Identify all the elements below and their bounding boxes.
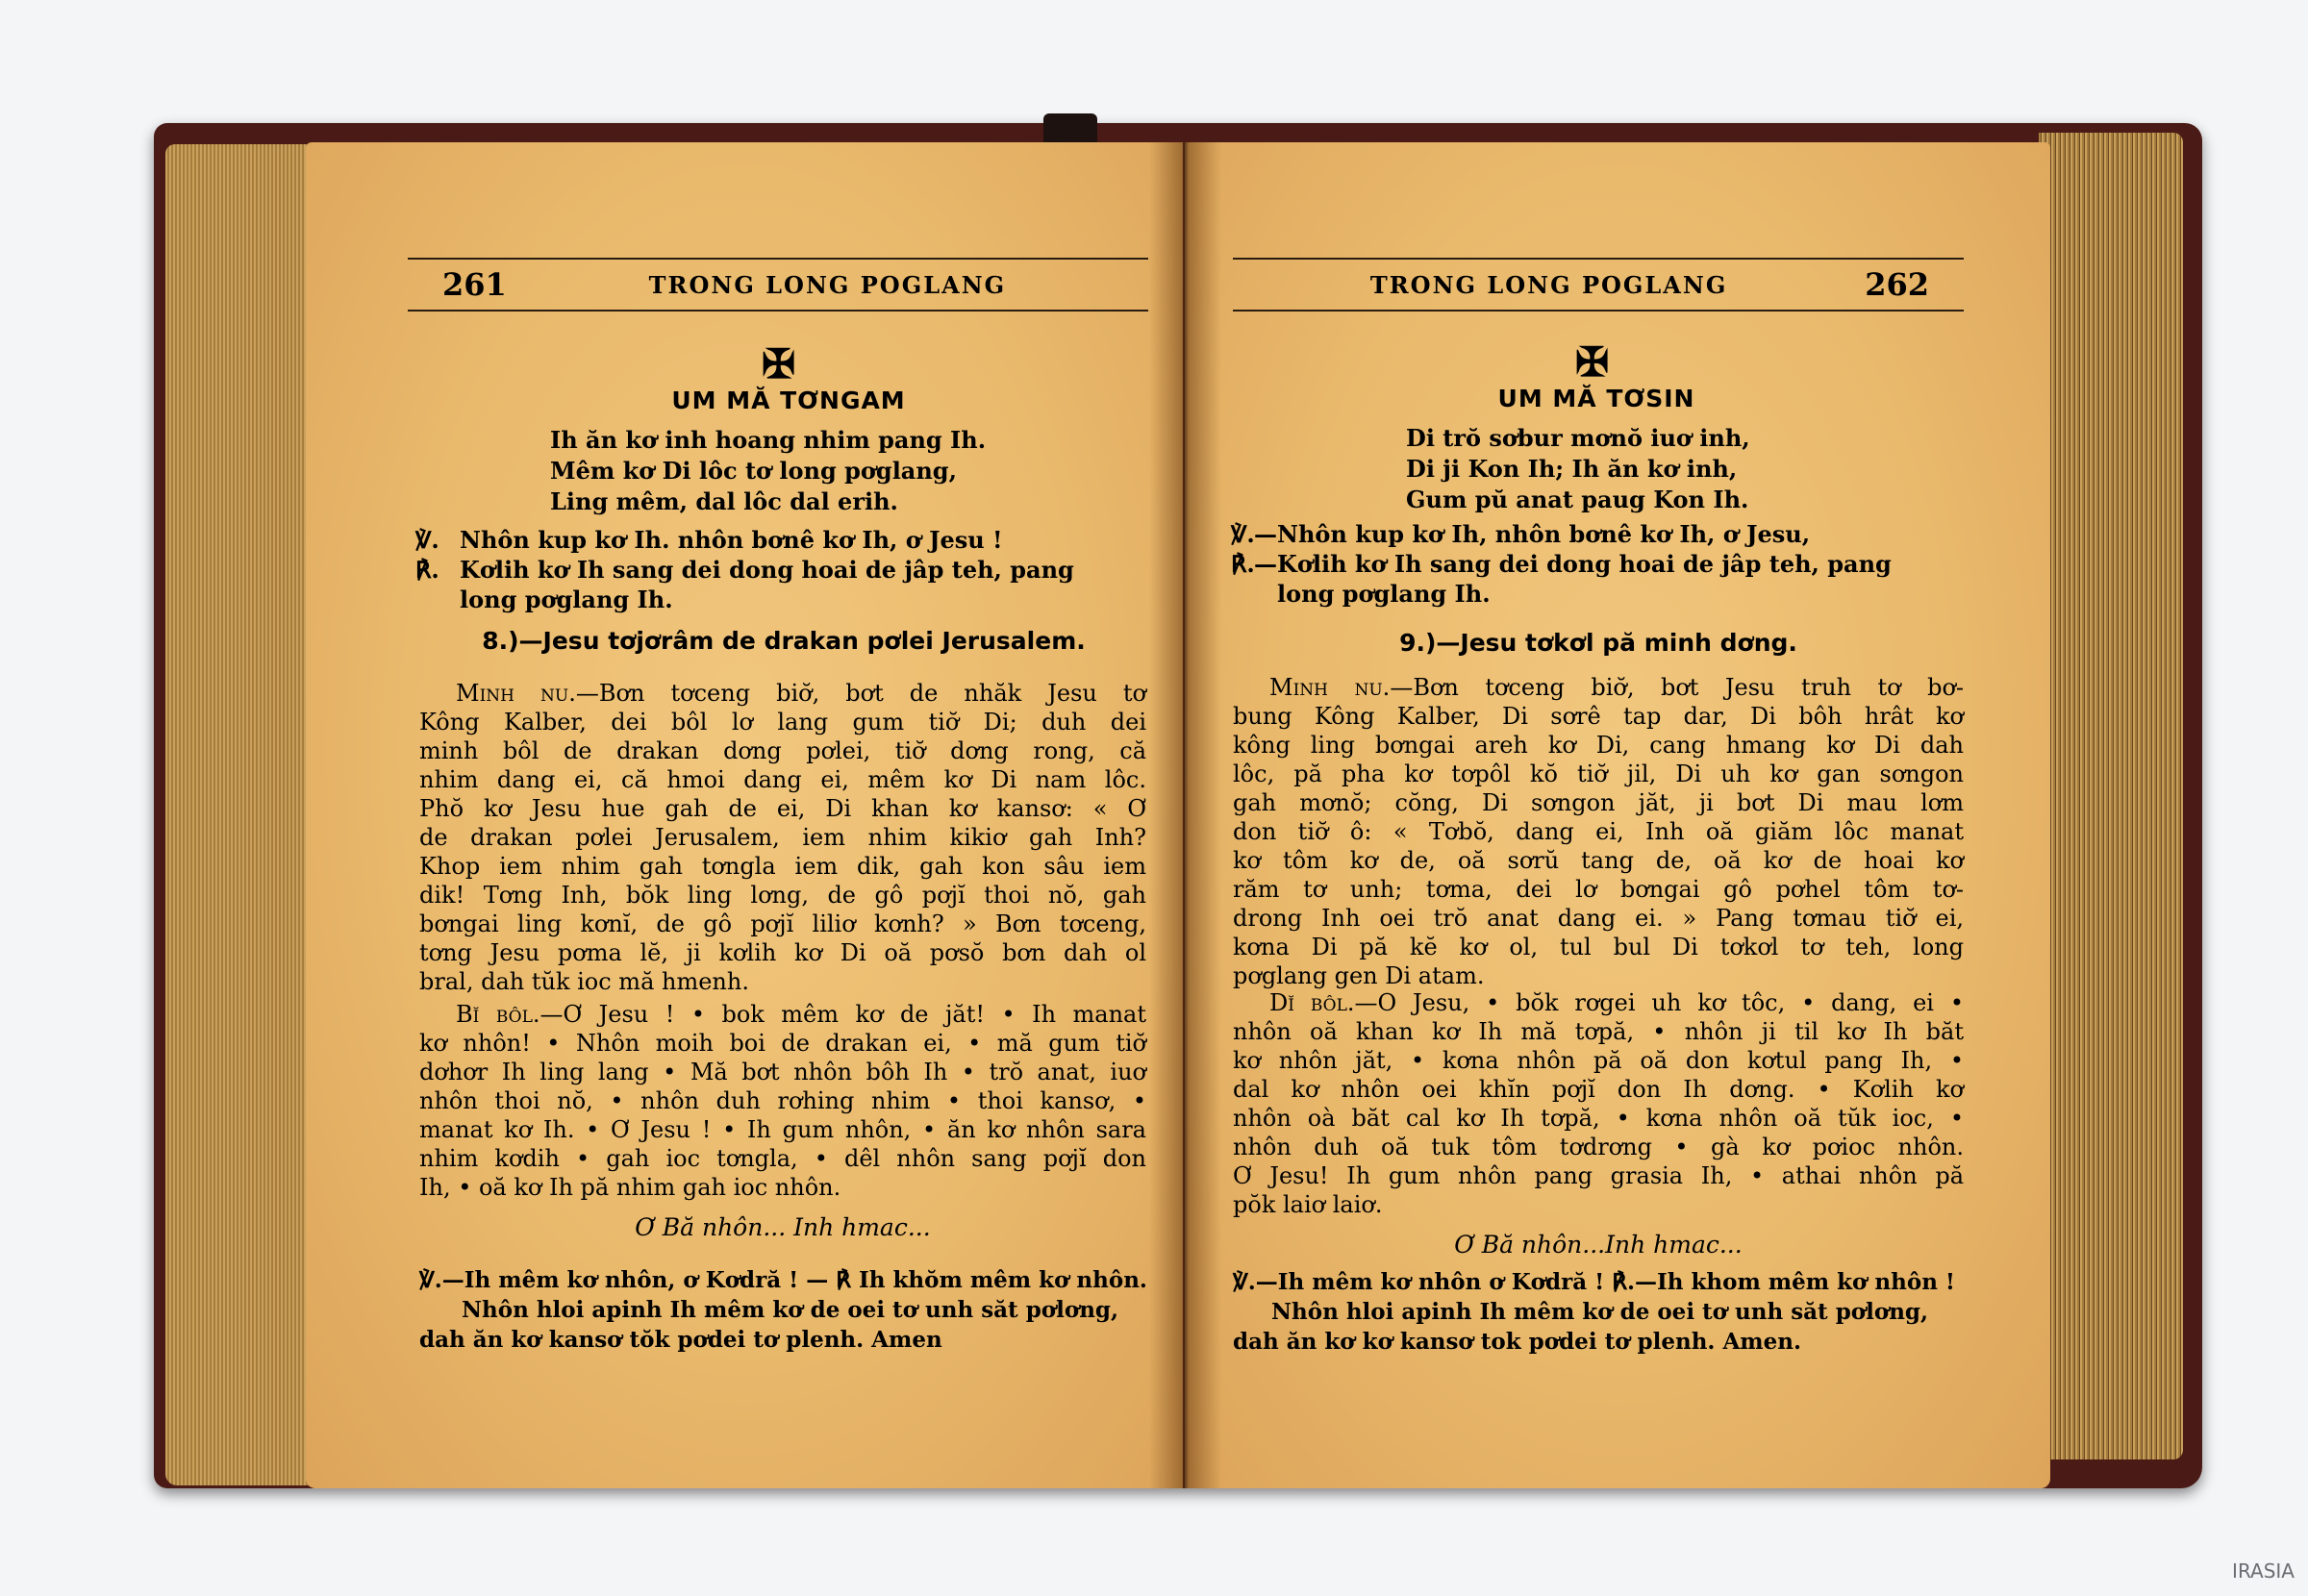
verse-line: Gum pŭ anat paug Kon Ih.	[1406, 486, 1749, 513]
left-title: UM MĂ TƠNGAM	[671, 387, 906, 414]
page-edges-right	[2039, 133, 2183, 1459]
versicle-mark: ℣.	[415, 526, 439, 554]
para-line: lôc, pă pha kơ tơpôl kŏ tiơ̆ jil, Di uh kơ gan sơngon	[1233, 761, 1964, 787]
verse-line: Di ji Kon Ih; Ih ăn kơ inh,	[1406, 455, 1738, 483]
para-line: nhim dang ei, că hmoi dang ei, mêm kơ Di nam lôc.	[419, 766, 1146, 793]
para-line: kơ nhôn! • Nhôn moih boi de drakan ei, • mă gum tiơ̆	[419, 1030, 1146, 1057]
right-closing: Ơ Bă nhôn...Inh hmac...	[1454, 1231, 1743, 1259]
versicle-text: Nhôn kup kơ Ih. nhôn bơnê kơ Ih, ơ Jesu !	[460, 526, 1003, 554]
para-line: —Ơ Jesu ! • bok mêm kơ de jăt! • Ih manat	[539, 1001, 1147, 1028]
para-label: Bĭ bôl.	[456, 1001, 540, 1028]
para-line: dơhơr Ih ling lang • Mă bơt nhôn bôh Ih • trŏ anat, iuơ	[419, 1059, 1146, 1085]
left-section-title: 8.)—Jesu tơjơrâm de drakan pơlei Jerusalem.	[482, 627, 1086, 655]
right-title: UM MĂ TƠSIN	[1497, 385, 1695, 412]
para-line: Kông Kalber, dei bôl lơ lang gum tiơ̆ Di; duh dei	[419, 709, 1146, 736]
para-line: Khop iem nhim gah tơngla iem dik, gah kon sâu iem	[419, 853, 1146, 880]
para-line: dik! Tơng Inh, bŏk ling lơng, de gô pơjĭ thoi nŏ, gah	[419, 882, 1146, 909]
response-text: —Kơlih kơ Ih sang dei dong hoai de jâp teh, pang	[1254, 550, 1892, 578]
final-line: ℣.—Ih mêm kơ nhôn ơ Kơdră ! ℟.—Ih khom mêm kơ nhôn !	[1233, 1269, 1956, 1295]
para-line: kơna Di pă kĕ kơ ol, tul bul Di tơkơl tơ teh, long	[1233, 934, 1964, 960]
para-label: Minh nu.	[1269, 674, 1391, 701]
para-line: pơglang gen Di atam.	[1233, 962, 1485, 989]
response-mark: ℟.	[1231, 550, 1255, 578]
right-page-number: 262	[1865, 266, 1929, 303]
left-page-number: 261	[442, 266, 507, 303]
right-paragraph-1	[1233, 673, 1964, 990]
left-verse	[550, 425, 986, 517]
left-page-header	[408, 258, 1148, 312]
para-line: bơngai ling kơnĭ, de gô pơjĭ liliơ kơnh? » Bơn tơceng,	[419, 910, 1146, 937]
final-line: ℣.—Ih mêm kơ nhôn, ơ Kơdră ! — ℟ Ih khŏm mêm kơ nhôn.	[419, 1267, 1147, 1293]
page-edges-left	[165, 144, 329, 1485]
para-line: Ơ Jesu! Ih gum nhôn pang grasia Ih, • athai nhôn pă	[1233, 1162, 1964, 1189]
para-line: nhôn oă khan kơ Ih mă tơpă, • nhôn ji til kơ Ih băt	[1233, 1018, 1964, 1045]
para-line: kơ nhôn jăt, • kơna nhôn pă oă don kơtul pang Ih, •	[1233, 1047, 1964, 1074]
final-line: Nhôn hloi apinh Ih mêm kơ de oei tơ unh săt pơlơng,	[1271, 1299, 1929, 1325]
verse-line: Di trŏ sơbur mơnŏ iuơ inh,	[1406, 424, 1750, 452]
right-versicle-response	[1231, 519, 1962, 609]
left-cross-icon: ✠	[762, 340, 796, 387]
para-line: pŏk laiơ laiơ.	[1233, 1191, 1383, 1218]
watermark: IRASIA	[2232, 1559, 2295, 1583]
right-verse	[1406, 423, 1750, 515]
verse-line: Ling mêm, dal lôc dal erih.	[550, 487, 898, 515]
left-running-head: TRONG LONG POGLANG	[648, 270, 1007, 299]
final-line: dah ăn kơ kơ kansơ tok pơdei tơ plenh. Amen.	[1233, 1329, 1801, 1355]
left-paragraph-2	[419, 1000, 1146, 1202]
versicle-mark: ℣.	[1231, 520, 1255, 548]
para-line: kơ tôm kơ de, oă sơrŭ tang de, oă kơ de hoai kơ	[1233, 847, 1964, 874]
right-running-head: TRONG LONG POGLANG	[1369, 270, 1728, 299]
left-versicle-response	[415, 525, 1146, 614]
left-closing: Ơ Bă nhôn... Inh hmac...	[635, 1213, 931, 1241]
final-line: Nhôn hloi apinh Ih mêm kơ de oei tơ unh săt pơlơng,	[462, 1297, 1119, 1323]
left-final-prayer	[419, 1265, 1160, 1355]
verse-line: Mêm kơ Di lôc tơ long pơglang,	[550, 457, 957, 485]
para-line: nhôn duh oă tuk tôm tơdrơng • gà kơ pơioc nhôn.	[1233, 1134, 1964, 1160]
right-cross-icon: ✠	[1575, 338, 1610, 386]
right-section-title: 9.)—Jesu tơkơl pă minh dơng.	[1399, 629, 1797, 657]
para-line: —Bơn tơceng biơ̆, bơt de nhăk Jesu tơ	[575, 680, 1146, 707]
book-gutter	[1149, 142, 1221, 1488]
para-line: dal kơ nhôn oei khĭn pơjĭ don Ih dơng. • Kơlih kơ	[1233, 1076, 1964, 1103]
para-line: Ih, • oă kơ Ih pă nhim gah ioc nhôn.	[419, 1174, 841, 1201]
para-line: nhôn thoi nŏ, • nhôn duh rơhing nhim • thoi kansơ, •	[419, 1087, 1146, 1114]
response-mark: ℟.	[415, 556, 439, 584]
para-line: Phŏ kơ Jesu hue gah de ei, Di khan kơ kansơ: « Ơ	[419, 795, 1146, 822]
para-label: Dĭ bôl.	[1269, 989, 1355, 1016]
para-line: tơng Jesu pơma lĕ, ji kơlih kơ Di oă pơsŏ bơn dah ol	[419, 939, 1146, 966]
right-page-header	[1233, 258, 1964, 312]
right-paragraph-2	[1233, 988, 1964, 1219]
versicle-text: —Nhôn kup kơ Ih, nhôn bơnê kơ Ih, ơ Jesu,	[1254, 520, 1811, 548]
para-label: Minh nu.	[456, 680, 576, 707]
para-line: bung Kông Kalber, Di sơrê tap dar, Di bôh hrât kơ	[1233, 703, 1964, 730]
left-paragraph-1	[419, 679, 1146, 996]
para-line: răm tơ unh; tơma, dei lơ bơngai gô pơhel tôm tơ-	[1233, 876, 1964, 903]
para-line: kông ling bơngai areh kơ Di, cang hmang kơ Di dah	[1233, 732, 1964, 759]
book-spine	[1043, 113, 1097, 142]
para-line: minh bôl de drakan dơng pơlei, tiơ̆ dơng rong, că	[419, 737, 1146, 764]
para-line: bral, dah tŭk ioc mă hmenh.	[419, 968, 749, 995]
para-line: —Bơn tơceng biơ̆, bơt Jesu truh tơ bơ-	[1390, 674, 1964, 701]
para-line: gah mơnŏ; cŏng, Di sơngon jăt, ji bơt Di mau lơm	[1233, 789, 1964, 816]
response-text: Kơlih kơ Ih sang dei dong hoai de jâp teh, pang	[460, 556, 1074, 584]
verse-line: Ih ăn kơ inh hoang nhim pang Ih.	[550, 426, 987, 454]
para-line: don tiơ̆ ô: « Tơbŏ, dang ei, Inh oă giăm lôc manat	[1233, 818, 1964, 845]
para-line: manat kơ Ih. • Ơ Jesu ! • Ih gum nhôn, • ăn kơ nhôn sara	[419, 1116, 1146, 1143]
para-line: de drakan pơlei Jerusalem, iem nhim kikiơ gah Inh?	[419, 824, 1146, 851]
response-text: long pơglang Ih.	[1277, 580, 1491, 608]
para-line: nhôn oà băt cal kơ Ih tơpă, • kơna nhôn oă tŭk ioc, •	[1233, 1105, 1964, 1132]
response-text: long pơglang Ih.	[460, 586, 673, 613]
para-line: —O Jesu, • bŏk rơgei uh kơ tôc, • dang, ei •	[1354, 989, 1964, 1016]
para-line: nhim kơdih • gah ioc tơngla, • dêl nhôn sang pơjĭ don	[419, 1145, 1146, 1172]
final-line: dah ăn kơ kansơ tŏk pơdei tơ plenh. Amen	[419, 1327, 942, 1353]
para-line: drong Inh oei trŏ anat dang ei. » Pang tơmau tiơ̆ ei,	[1233, 905, 1964, 932]
right-final-prayer	[1233, 1267, 1973, 1357]
